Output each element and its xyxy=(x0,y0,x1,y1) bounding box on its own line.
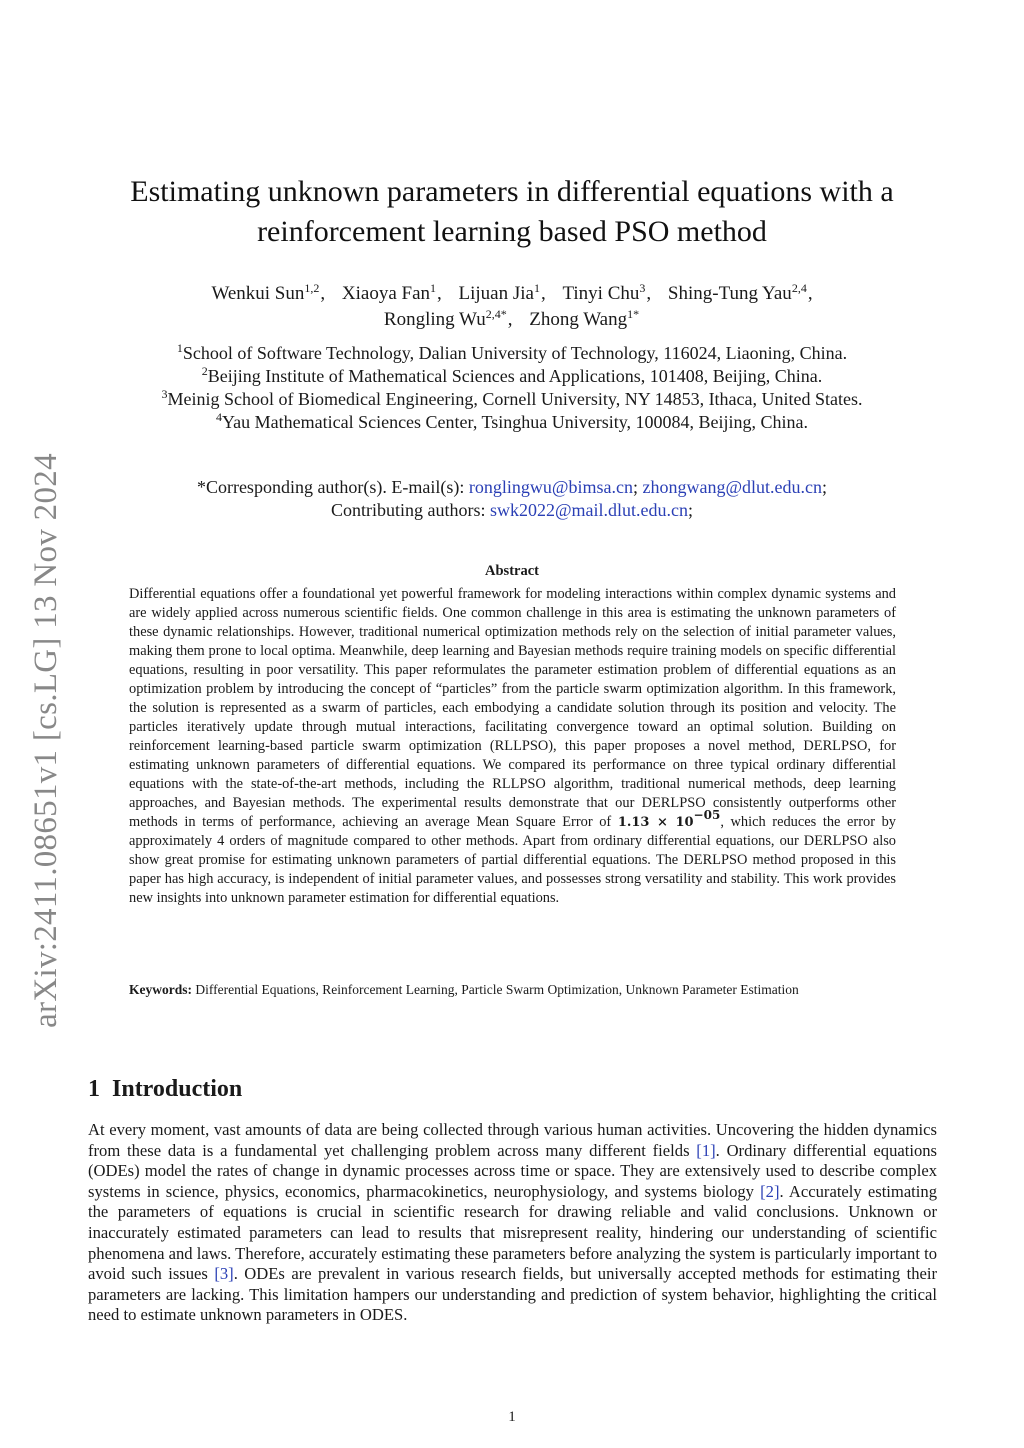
affiliation-sup: 2 xyxy=(201,364,208,378)
author-separator: , xyxy=(807,283,813,304)
email-link-sun[interactable]: swk2022@mail.dlut.edu.cn xyxy=(489,500,689,520)
section-number: 1 xyxy=(88,1076,100,1102)
arxiv-stamp-text: arXiv:2411.08651v1 [cs.LG] 13 Nov 2024 xyxy=(27,452,64,1028)
author-affil-sup: 2,4* xyxy=(485,307,507,321)
mse-mantissa: 1.13 xyxy=(617,815,650,830)
author-name: Rongling Wu xyxy=(383,309,486,330)
author-separator: , xyxy=(646,283,652,304)
affiliation-list xyxy=(80,342,944,434)
author-affil-sup: 2,4 xyxy=(791,281,807,295)
contributing-line xyxy=(80,499,944,522)
affiliation-text: School of Software Technology, Dalian University of Technology, 116024, Liaoning, China. xyxy=(182,343,848,363)
section-heading-introduction xyxy=(88,1076,242,1103)
mse-times: × xyxy=(649,815,676,830)
author xyxy=(342,283,442,304)
email-link-wu[interactable]: ronglingwu@bimsa.cn xyxy=(468,477,633,497)
affiliation-text: Yau Mathematical Sciences Center, Tsinghua University, 100084, Beijing, China. xyxy=(221,412,809,432)
affiliation-sup: 1 xyxy=(176,341,183,355)
affiliation xyxy=(80,388,944,411)
email-separator: ; xyxy=(688,500,694,520)
author-line-1 xyxy=(110,281,914,307)
paragraph-text: . Ordinary differential equations (ODEs) model the rates of change in dynamic processes across time or space. They are extensively used to describe complex systems in science, physics, economics, pharmacokinetics, neurophysiology, and systems biology xyxy=(88,1140,938,1201)
citation-link[interactable]: [3] xyxy=(214,1264,234,1284)
author xyxy=(668,283,813,304)
citation-link[interactable]: [2] xyxy=(760,1181,780,1201)
author xyxy=(529,309,640,330)
affiliation xyxy=(80,365,944,388)
author-separator: , xyxy=(320,283,326,304)
affiliation-text: Meinig School of Biomedical Engineering, Cornell University, NY 14853, Ithaca, United States. xyxy=(167,389,863,409)
affiliation xyxy=(80,411,944,434)
abstract-body xyxy=(129,585,896,908)
author-name: Xiaoya Fan xyxy=(341,283,431,304)
author-name: Wenkui Sun xyxy=(211,283,305,304)
author-affil-sup: 1* xyxy=(627,307,640,321)
author-separator: , xyxy=(437,283,442,304)
mse-base: 10 xyxy=(675,815,694,830)
keywords-text: Differential Equations, Reinforcement Learning, Particle Swarm Optimization, Unknown Parameter Estimation xyxy=(192,982,799,997)
title-line-1: Estimating unknown parameters in differential equations with a xyxy=(130,175,894,208)
affiliation xyxy=(80,342,944,365)
keywords-label: Keywords: xyxy=(129,982,192,997)
author-name: Shing-Tung Yau xyxy=(667,283,792,304)
title-line-2: reinforcement learning based PSO method xyxy=(257,215,767,248)
arxiv-stamp xyxy=(10,430,82,1050)
abstract-text: Differential equations offer a foundational yet powerful framework for modeling interactions within complex dynamic systems and are widely applied across numerous scientific fields. One common challenge in this area is estimating the unknown parameters of these dynamic relationships. However, traditional numerical optimization methods rely on the selection of initial parameter values, making them prone to local optima. Meanwhile, deep learning and Bayesian methods require training models on specific differential equations, resulting in poor versatility. This paper reformulates the parameter estimation problem of differential equations as an optimization problem by introducing the concept of “particles” from the particle swarm optimization algorithm. In this framework, the solution is represented as a swarm of particles, each embodying a candidate solution through its position and velocity. The particles iteratively update through mutual interactions, facilitating convergence toward an optimal solution. Building on reinforcement learning-based particle swarm optimization (RLLPSO), this paper proposes a novel method, DERLPSO, for estimating unknown parameters of differential equations. We compared its performance on three typical ordinary differential equations with the state-of-the-art methods, including the RLLPSO algorithm, traditional numerical methods, deep learning approaches, and Bayesian methods. The experimental results demonstrate that our DERLPSO consistently outperforms other methods in terms of performance, achieving an average Mean Square Error of xyxy=(129,586,896,830)
email-link-wang[interactable]: zhongwang@dlut.edu.cn xyxy=(642,477,823,497)
author-affil-sup: 1 xyxy=(430,281,437,295)
paragraph-text: At every moment, vast amounts of data are being collected through various human activities. Uncovering the hidden dynamics from these data is a fundamental yet challenging problem across many different fields xyxy=(88,1120,937,1160)
paper-title xyxy=(110,172,914,252)
author-name: Lijuan Jia xyxy=(458,283,534,304)
abstract-heading: Abstract xyxy=(485,563,539,579)
paragraph-text: . ODEs are prevalent in various research fields, but universally accepted methods for estimating their parameters are lacking. This limitation hampers our understanding and prediction of system behavior, highlighting the critical need to estimate unknown parameters in ODES. xyxy=(88,1264,937,1325)
author-name: Tinyi Chu xyxy=(562,283,640,304)
mse-exponent: −05 xyxy=(693,808,721,822)
author xyxy=(211,283,325,304)
author-affil-sup: 1,2 xyxy=(304,281,320,295)
corresponding-label: *Corresponding author(s). E-mail(s): xyxy=(196,477,469,497)
author xyxy=(459,283,546,304)
introduction-paragraph xyxy=(88,1120,937,1326)
author xyxy=(562,283,651,304)
author-line-2 xyxy=(110,307,914,333)
author-name: Zhong Wang xyxy=(529,309,628,330)
paragraph-text: . Accurately estimating the parameters of equations is crucial in scientific research for drawing reliable and valid conclusions. Unknown or inaccurately estimated parameters can lead to results that misrepresent reality, hindering our understanding of scientific phenomena and laws. Therefore, accurately estimating these parameters before analyzing the system is particularly important to avoid such issues xyxy=(88,1181,937,1284)
email-separator: ; xyxy=(632,477,643,497)
page-number: 1 xyxy=(508,1409,516,1425)
affiliation-sup: 3 xyxy=(161,387,168,401)
author-affil-sup: 3 xyxy=(639,281,646,295)
abstract-text: , which reduces the error by approximately 4 orders of magnitude compared to other methods. Apart from ordinary differential equations, our DERLPSO also show great promise for estimating unknown parameters of partial differential equations. The DERLPSO method proposed in this paper has high accuracy, is independent of initial parameter values, and possesses strong versatility and stability. This work provides new insights into unknown parameter estimation for differential equations. xyxy=(129,814,896,906)
author-affil-sup: 1 xyxy=(533,281,540,295)
affiliation-sup: 4 xyxy=(215,410,222,424)
contributing-label: Contributing authors: xyxy=(330,500,490,520)
keywords xyxy=(129,981,896,998)
correspondence-block xyxy=(80,476,944,522)
affiliation-text: Beijing Institute of Mathematical Sciences and Applications, 101408, Beijing, China. xyxy=(207,366,823,386)
email-separator: ; xyxy=(822,477,828,497)
corresponding-line xyxy=(80,476,944,499)
citation-link[interactable]: [1] xyxy=(696,1140,716,1160)
mse-value xyxy=(617,808,721,830)
author-separator: , xyxy=(507,309,513,330)
author-separator: , xyxy=(540,283,546,304)
section-title: Introduction xyxy=(112,1076,243,1102)
author-list xyxy=(110,281,914,333)
author xyxy=(384,309,513,330)
